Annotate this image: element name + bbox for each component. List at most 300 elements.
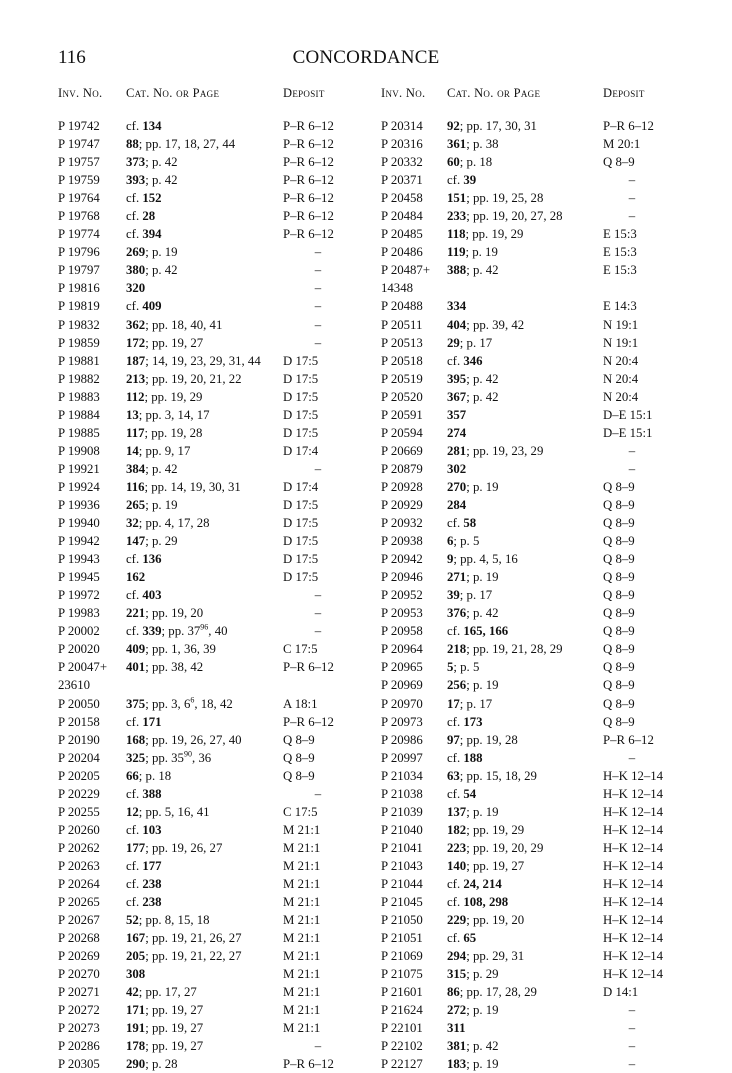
inventory-number: P 20997 bbox=[381, 750, 423, 765]
cat-number: 218 bbox=[447, 642, 467, 657]
catalogue-reference bbox=[447, 929, 476, 947]
footnote-ref: 6 bbox=[190, 695, 195, 705]
inventory-number: P 20969 bbox=[381, 678, 423, 693]
cat-number: 404 bbox=[447, 317, 467, 332]
cat-pages: ; pp. 19, 21, 26, 27 bbox=[145, 931, 242, 946]
inventory-number: P 20271 bbox=[58, 985, 100, 1000]
inventory-number: P 22102 bbox=[381, 1039, 423, 1054]
catalogue-reference bbox=[126, 207, 155, 225]
catalogue-reference bbox=[126, 424, 202, 442]
column-header-deposit: Deposit bbox=[283, 86, 325, 100]
deposit: C 17:5 bbox=[283, 642, 318, 657]
cat-number: 118 bbox=[447, 227, 466, 242]
cat-prefix: cf. bbox=[126, 624, 143, 639]
deposit: D 17:5 bbox=[283, 497, 319, 512]
inventory-number: P 20371 bbox=[381, 173, 423, 188]
cat-pages: ; p. 17 bbox=[459, 696, 493, 711]
deposit: D 17:5 bbox=[283, 389, 319, 404]
deposit: E 15:3 bbox=[603, 227, 637, 242]
table-row bbox=[0, 352, 732, 370]
catalogue-reference bbox=[126, 821, 162, 839]
deposit: P–R 6–12 bbox=[603, 119, 654, 133]
catalogue-reference bbox=[126, 406, 210, 424]
deposit: D 17:4 bbox=[283, 479, 319, 494]
cat-number: 134 bbox=[142, 119, 162, 133]
inventory-number: P 19972 bbox=[58, 588, 100, 603]
deposit: Q 8–9 bbox=[603, 588, 635, 603]
catalogue-reference bbox=[126, 803, 210, 821]
inventory-number: P 20270 bbox=[58, 967, 100, 982]
deposit: – bbox=[628, 461, 636, 476]
table-row bbox=[0, 171, 732, 189]
catalogue-reference bbox=[126, 1001, 203, 1019]
deposit: Q 8–9 bbox=[283, 732, 315, 747]
cat-pages: ; p. 42 bbox=[145, 155, 178, 170]
cat-number: 63 bbox=[447, 768, 460, 783]
cat-prefix: cf. bbox=[126, 552, 143, 567]
deposit: M 21:1 bbox=[283, 967, 321, 982]
inventory-number: P 20286 bbox=[58, 1039, 100, 1054]
cat-number: 315 bbox=[447, 967, 467, 982]
cat-number: 233 bbox=[447, 209, 467, 224]
catalogue-reference bbox=[126, 334, 203, 352]
deposit: H–K 12–14 bbox=[603, 967, 664, 982]
cat-prefix: cf. bbox=[126, 786, 143, 801]
cat-pages: ; p. 42 bbox=[466, 389, 499, 404]
catalogue-reference bbox=[126, 117, 162, 135]
inventory-number: P 19881 bbox=[58, 353, 100, 368]
inventory-number: P 20047+ bbox=[58, 660, 108, 675]
deposit: N 19:1 bbox=[603, 317, 639, 332]
table-row bbox=[0, 929, 732, 947]
cat-pages: ; p. 29 bbox=[145, 534, 178, 549]
column-header-cat-no: Cat. No. or Page bbox=[447, 86, 541, 100]
cat-number: 380 bbox=[126, 263, 146, 278]
inventory-number: P 20953 bbox=[381, 606, 423, 621]
cat-pages: ; pp. 19, 21, 22, 27 bbox=[145, 949, 242, 964]
catalogue-reference bbox=[126, 947, 242, 965]
inventory-number: P 22127 bbox=[381, 1057, 423, 1072]
cat-number: 14 bbox=[126, 443, 139, 458]
cat-pages: ; pp. 19, 29 bbox=[466, 822, 525, 837]
inventory-number: P 20487+ bbox=[381, 263, 431, 278]
cat-pages: ; p. 42 bbox=[145, 173, 178, 188]
cat-number: 271 bbox=[447, 570, 467, 585]
deposit: D 17:5 bbox=[283, 534, 319, 549]
inventory-number: P 19885 bbox=[58, 425, 100, 440]
catalogue-reference bbox=[126, 279, 145, 297]
deposit: P–R 6–12 bbox=[603, 732, 654, 747]
deposit: N 20:4 bbox=[603, 389, 639, 404]
footnote-ref: 96 bbox=[200, 623, 209, 633]
table-row bbox=[0, 622, 732, 640]
cat-prefix: cf. bbox=[126, 858, 143, 873]
cat-pages: ; pp. 3, 14, 17 bbox=[138, 407, 210, 422]
deposit: P–R 6–12 bbox=[283, 137, 334, 152]
inventory-number: P 20928 bbox=[381, 479, 423, 494]
catalogue-reference bbox=[447, 225, 523, 243]
cat-number: 32 bbox=[126, 516, 139, 531]
inventory-number: P 19921 bbox=[58, 461, 100, 476]
table-row bbox=[0, 514, 732, 532]
inventory-number: P 20050 bbox=[58, 696, 100, 711]
catalogue-reference bbox=[126, 496, 178, 514]
table-row bbox=[0, 370, 732, 388]
deposit: H–K 12–14 bbox=[603, 913, 664, 928]
cat-prefix: cf. bbox=[447, 750, 464, 765]
inventory-number: P 19759 bbox=[58, 173, 100, 188]
catalogue-reference bbox=[126, 1019, 203, 1037]
cat-pages: ; pp. 37 bbox=[161, 624, 201, 639]
deposit: A 18:1 bbox=[283, 696, 318, 711]
catalogue-reference bbox=[126, 983, 197, 1001]
cat-number: 191 bbox=[126, 1021, 146, 1036]
inventory-number: P 20158 bbox=[58, 714, 100, 729]
deposit: P–R 6–12 bbox=[283, 714, 334, 729]
table-row bbox=[0, 117, 732, 135]
catalogue-reference bbox=[447, 875, 502, 893]
table-row bbox=[0, 442, 732, 460]
table-row bbox=[0, 153, 732, 171]
cat-number: 147 bbox=[126, 534, 146, 549]
deposit: H–K 12–14 bbox=[603, 786, 664, 801]
cat-pages: ; pp. 19, 20 bbox=[466, 913, 525, 928]
cat-pages: ; pp. 14, 19, 30, 31 bbox=[144, 479, 241, 494]
catalogue-reference bbox=[447, 532, 479, 550]
catalogue-reference bbox=[447, 189, 543, 207]
inventory-number: P 20020 bbox=[58, 642, 100, 657]
cat-pages: ; p. 42 bbox=[466, 263, 499, 278]
cat-number: 29 bbox=[447, 335, 460, 350]
inventory-number: P 21075 bbox=[381, 967, 423, 982]
inventory-number: P 20519 bbox=[381, 371, 423, 386]
deposit: D–E 15:1 bbox=[603, 407, 653, 422]
inventory-number: P 19884 bbox=[58, 407, 100, 422]
catalogue-reference bbox=[447, 297, 466, 315]
deposit: Q 8–9 bbox=[603, 642, 635, 657]
table-row bbox=[0, 695, 732, 713]
catalogue-reference bbox=[126, 388, 202, 406]
cat-number: 183 bbox=[447, 1057, 467, 1072]
catalogue-reference bbox=[447, 839, 543, 857]
catalogue-reference bbox=[447, 1037, 499, 1055]
inventory-number: P 20268 bbox=[58, 931, 100, 946]
catalogue-reference bbox=[447, 911, 524, 929]
deposit: P–R 6–12 bbox=[283, 173, 334, 188]
inventory-number: P 19819 bbox=[58, 299, 100, 314]
cat-pages: ; p. 18 bbox=[459, 155, 493, 170]
cat-number: 136 bbox=[142, 552, 162, 567]
cat-number: 394 bbox=[142, 227, 162, 242]
cat-number: 112 bbox=[126, 389, 145, 404]
catalogue-reference bbox=[447, 243, 498, 261]
deposit: M 21:1 bbox=[283, 931, 321, 946]
cat-number: 140 bbox=[447, 858, 467, 873]
deposit: – bbox=[628, 1057, 636, 1072]
cat-prefix: cf. bbox=[126, 822, 143, 837]
catalogue-reference bbox=[447, 983, 537, 1001]
cat-pages: ; pp. 39, 42 bbox=[466, 317, 525, 332]
inventory-number: P 19924 bbox=[58, 479, 100, 494]
cat-pages: ; p. 19 bbox=[466, 570, 499, 585]
deposit: D 17:5 bbox=[283, 552, 319, 567]
catalogue-reference bbox=[447, 821, 524, 839]
cat-pages: ; p. 42 bbox=[466, 606, 499, 621]
cat-pages: ; p. 28 bbox=[145, 1057, 178, 1072]
table-row bbox=[0, 532, 732, 550]
inventory-number: P 19883 bbox=[58, 389, 100, 404]
table-row bbox=[0, 568, 732, 586]
inventory-number: P 20002 bbox=[58, 624, 100, 639]
cat-number: 388 bbox=[142, 786, 162, 801]
catalogue-reference bbox=[447, 316, 524, 334]
deposit: H–K 12–14 bbox=[603, 895, 664, 910]
catalogue-reference bbox=[126, 297, 162, 315]
cat-number: 213 bbox=[126, 371, 146, 386]
cat-pages: ; p. 5 bbox=[453, 534, 480, 549]
inventory-number: P 21044 bbox=[381, 876, 423, 891]
deposit: D 17:5 bbox=[283, 353, 319, 368]
cat-number: 367 bbox=[447, 389, 467, 404]
cat-prefix: cf. bbox=[126, 714, 143, 729]
inventory-number: P 20272 bbox=[58, 1003, 100, 1018]
inventory-number: P 20305 bbox=[58, 1057, 100, 1072]
inventory-number: P 20932 bbox=[381, 516, 423, 531]
inventory-number: P 19859 bbox=[58, 335, 100, 350]
cat-number: 221 bbox=[126, 606, 146, 621]
catalogue-reference bbox=[126, 532, 178, 550]
inventory-number: P 19747 bbox=[58, 137, 100, 152]
catalogue-reference bbox=[447, 749, 483, 767]
cat-number: 320 bbox=[126, 281, 146, 296]
cat-pages: ; p. 17 bbox=[459, 335, 493, 350]
catalogue-reference bbox=[447, 731, 518, 749]
table-row bbox=[0, 189, 732, 207]
cat-number: 171 bbox=[126, 1003, 146, 1018]
deposit: P–R 6–12 bbox=[283, 227, 334, 242]
deposit: – bbox=[314, 588, 322, 603]
deposit: D 17:5 bbox=[283, 371, 319, 386]
cat-number: 388 bbox=[447, 263, 467, 278]
deposit: P–R 6–12 bbox=[283, 209, 334, 224]
cat-number: 6 bbox=[447, 534, 454, 549]
cat-number: 66 bbox=[126, 768, 139, 783]
inventory-number: P 20958 bbox=[381, 624, 423, 639]
inventory-number: P 21624 bbox=[381, 1003, 423, 1018]
cat-number: 5 bbox=[447, 660, 454, 675]
cat-number: 284 bbox=[447, 497, 467, 512]
deposit: – bbox=[314, 245, 322, 260]
inventory-number: P 19797 bbox=[58, 263, 100, 278]
cat-pages: ; p. 19 bbox=[466, 479, 499, 494]
inventory-number: P 19816 bbox=[58, 281, 100, 296]
deposit: Q 8–9 bbox=[603, 155, 635, 170]
catalogue-reference bbox=[126, 135, 235, 153]
inventory-number: P 20518 bbox=[381, 353, 423, 368]
cat-pages-tail: , 36 bbox=[191, 750, 212, 765]
cat-number: 116 bbox=[126, 479, 145, 494]
cat-number: 274 bbox=[447, 425, 467, 440]
deposit: H–K 12–14 bbox=[603, 876, 664, 891]
catalogue-reference bbox=[447, 785, 476, 803]
cat-number: 97 bbox=[447, 732, 460, 747]
deposit: – bbox=[628, 750, 636, 765]
deposit: – bbox=[314, 317, 322, 332]
deposit: Q 8–9 bbox=[603, 497, 635, 512]
inventory-number: 14348 bbox=[381, 281, 413, 296]
inventory-number: P 20204 bbox=[58, 750, 100, 765]
cat-number: 401 bbox=[126, 660, 146, 675]
table-row bbox=[0, 316, 732, 334]
inventory-number: P 20986 bbox=[381, 732, 423, 747]
cat-number: 52 bbox=[126, 913, 139, 928]
table-row bbox=[0, 803, 732, 821]
deposit: – bbox=[314, 461, 322, 476]
deposit: E 14:3 bbox=[603, 299, 637, 314]
inventory-number: P 20332 bbox=[381, 155, 423, 170]
catalogue-reference bbox=[447, 640, 563, 658]
cat-number: 86 bbox=[447, 985, 460, 1000]
cat-number: 103 bbox=[142, 822, 162, 837]
deposit: P–R 6–12 bbox=[283, 191, 334, 206]
cat-prefix: cf. bbox=[126, 191, 143, 206]
cat-number: 403 bbox=[142, 588, 162, 603]
table-row bbox=[0, 1037, 732, 1055]
deposit: M 21:1 bbox=[283, 949, 321, 964]
deposit: N 20:4 bbox=[603, 353, 639, 368]
deposit: P–R 6–12 bbox=[283, 660, 334, 675]
catalogue-reference bbox=[447, 857, 524, 875]
catalogue-reference bbox=[126, 893, 162, 911]
catalogue-reference bbox=[447, 604, 499, 622]
deposit: Q 8–9 bbox=[603, 570, 635, 585]
deposit: – bbox=[628, 1003, 636, 1018]
table-row bbox=[0, 297, 732, 315]
deposit: – bbox=[628, 1039, 636, 1054]
catalogue-reference bbox=[447, 568, 499, 586]
cat-pages: ; pp. 1, 36, 39 bbox=[145, 642, 216, 657]
deposit: Q 8–9 bbox=[283, 750, 315, 765]
deposit: H–K 12–14 bbox=[603, 931, 664, 946]
catalogue-reference bbox=[126, 460, 178, 478]
catalogue-reference bbox=[126, 316, 222, 334]
inventory-number: P 20484 bbox=[381, 209, 423, 224]
cat-pages: ; pp. 4, 17, 28 bbox=[138, 516, 210, 531]
cat-pages: ; pp. 35 bbox=[145, 750, 184, 765]
catalogue-reference bbox=[126, 713, 162, 731]
cat-number: 65 bbox=[463, 931, 477, 946]
deposit: – bbox=[314, 786, 322, 801]
cat-number: 269 bbox=[126, 245, 146, 260]
table-row bbox=[0, 785, 732, 803]
cat-prefix: cf. bbox=[126, 299, 143, 314]
cat-prefix: cf. bbox=[447, 895, 464, 910]
deposit: D 17:5 bbox=[283, 425, 319, 440]
inventory-number: P 21601 bbox=[381, 985, 423, 1000]
cat-number: 361 bbox=[447, 137, 467, 152]
cat-prefix: cf. bbox=[447, 786, 464, 801]
inventory-number: 23610 bbox=[58, 678, 90, 693]
cat-number: 9 bbox=[447, 552, 454, 567]
cat-pages: ; pp. 19, 26, 27, 40 bbox=[145, 732, 242, 747]
cat-pages: ; pp. 17, 28, 29 bbox=[459, 985, 537, 1000]
table-row bbox=[0, 767, 732, 785]
deposit: M 21:1 bbox=[283, 822, 321, 837]
catalogue-reference bbox=[447, 352, 483, 370]
deposit: M 21:1 bbox=[283, 895, 321, 910]
cat-number: 151 bbox=[447, 191, 467, 206]
cat-pages: ; 14, 19, 23, 29, 31, 44 bbox=[145, 353, 261, 368]
cat-number: 188 bbox=[463, 750, 483, 765]
table-row bbox=[0, 965, 732, 983]
inventory-number: P 20255 bbox=[58, 804, 100, 819]
inventory-number: P 20229 bbox=[58, 786, 100, 801]
column-header-inv-no: Inv. No. bbox=[381, 86, 426, 100]
cat-pages: ; pp. 19, 27 bbox=[145, 1039, 204, 1054]
table-row bbox=[0, 279, 732, 297]
table-row bbox=[0, 893, 732, 911]
concordance-table bbox=[0, 117, 732, 1073]
cat-pages: ; p. 19 bbox=[466, 804, 499, 819]
deposit: D 17:5 bbox=[283, 570, 319, 585]
deposit: H–K 12–14 bbox=[603, 822, 664, 837]
cat-number: 272 bbox=[447, 1003, 467, 1018]
deposit: Q 8–9 bbox=[603, 534, 635, 549]
inventory-number: P 20190 bbox=[58, 732, 100, 747]
catalogue-reference bbox=[126, 749, 211, 767]
cat-pages: ; pp. 17, 18, 27, 44 bbox=[138, 137, 236, 152]
catalogue-reference bbox=[447, 171, 476, 189]
table-row bbox=[0, 604, 732, 622]
inventory-number: P 20952 bbox=[381, 588, 423, 603]
cat-prefix: cf. bbox=[447, 714, 464, 729]
cat-pages: ; pp. 19, 28 bbox=[144, 425, 203, 440]
cat-prefix: cf. bbox=[126, 876, 143, 891]
inventory-number: P 20591 bbox=[381, 407, 423, 422]
inventory-number: P 20267 bbox=[58, 913, 100, 928]
cat-number: 381 bbox=[447, 1039, 467, 1054]
cat-number: 238 bbox=[142, 876, 162, 891]
catalogue-reference bbox=[126, 875, 162, 893]
catalogue-reference bbox=[126, 442, 190, 460]
deposit: D 17:5 bbox=[283, 407, 319, 422]
table-row bbox=[0, 388, 732, 406]
deposit: M 21:1 bbox=[283, 1021, 321, 1036]
cat-number: 357 bbox=[447, 407, 467, 422]
cat-prefix: cf. bbox=[126, 588, 143, 603]
cat-number: 177 bbox=[142, 858, 162, 873]
table-row bbox=[0, 640, 732, 658]
inventory-number: P 20458 bbox=[381, 191, 423, 206]
cat-number: 376 bbox=[447, 606, 467, 621]
cat-pages: ; pp. 19, 27 bbox=[466, 858, 525, 873]
inventory-number: P 19757 bbox=[58, 155, 100, 170]
catalogue-reference bbox=[447, 803, 499, 821]
catalogue-reference bbox=[447, 496, 466, 514]
catalogue-reference bbox=[447, 1019, 466, 1037]
cat-pages: ; p. 19 bbox=[465, 245, 498, 260]
catalogue-reference bbox=[447, 767, 537, 785]
cat-number: 290 bbox=[126, 1057, 146, 1072]
catalogue-reference bbox=[447, 478, 499, 496]
catalogue-reference bbox=[126, 225, 162, 243]
catalogue-reference bbox=[447, 586, 492, 604]
cat-number: 270 bbox=[447, 479, 467, 494]
deposit: – bbox=[628, 1021, 636, 1036]
deposit: P–R 6–12 bbox=[283, 119, 334, 133]
inventory-number: P 20511 bbox=[381, 317, 423, 332]
catalogue-reference bbox=[447, 1001, 499, 1019]
